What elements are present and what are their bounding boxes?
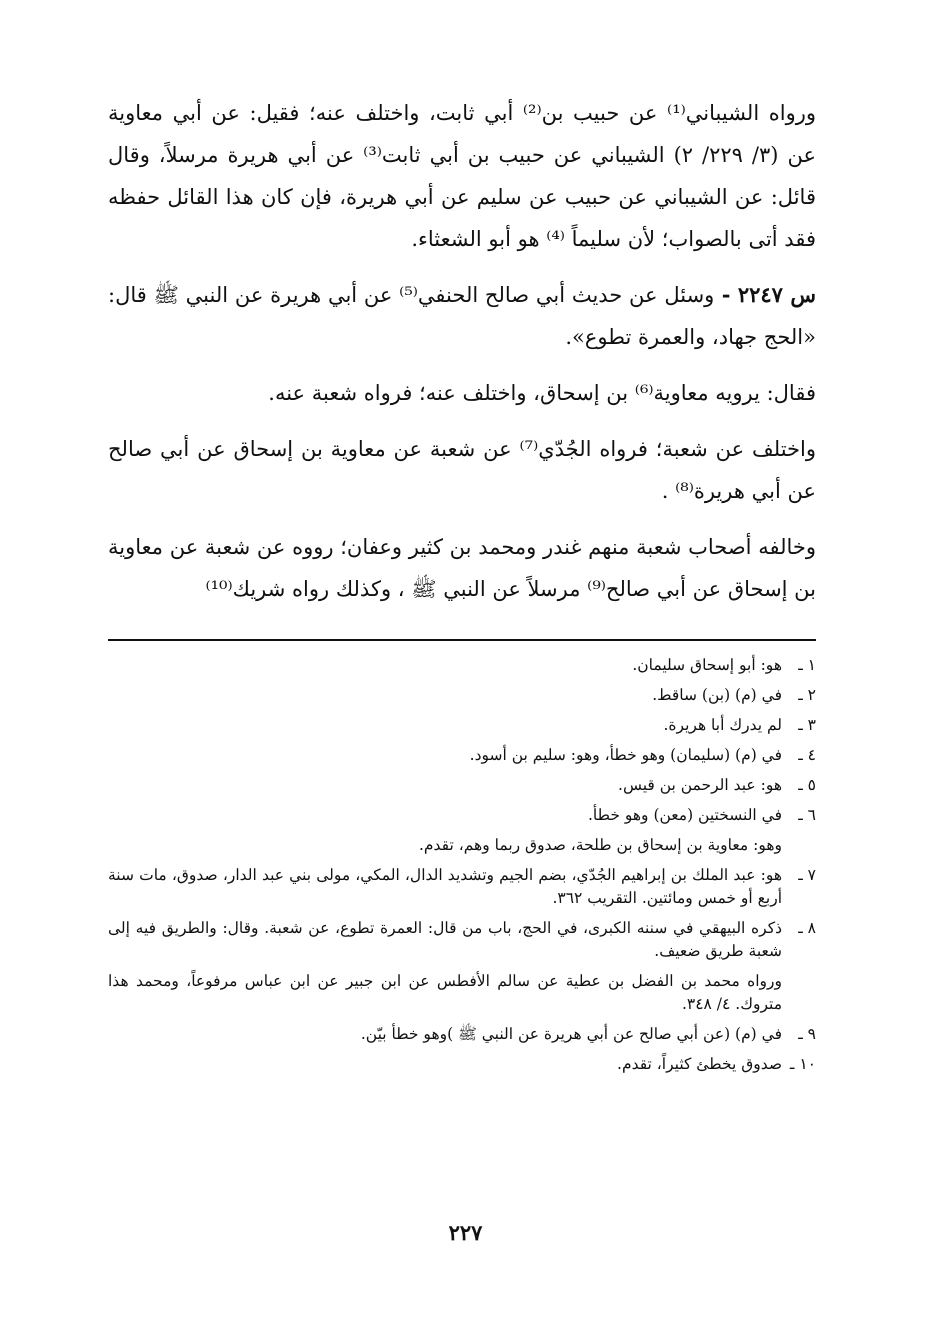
- question-text: وسئل عن حديث أبي صالح الحنفي⁽⁵⁾ عن أبي هريرة عن النبي ﷺ قال: «الحج جهاد، والعمرة تطوع».: [108, 283, 816, 349]
- footnote-8-continuation: ورواه محمد بن الفضل بن عطية عن سالم الأفطس عن ابن جبير عن ابن عباس مرفوعاً، ومحمد هذا متروك. ٤/ ٣٤٨.: [108, 972, 782, 1013]
- paragraph-answer: فقال: يرويه معاوية⁽⁶⁾ بن إسحاق، واختلف عنه؛ فرواه شعبة عنه.: [268, 381, 816, 405]
- page-number: ٢٢٧: [448, 1220, 483, 1245]
- footnote-number: ٥ ـ: [798, 776, 816, 794]
- footnote-text: هو: عبد الملك بن إبراهيم الجُدّي، بضم الجيم وتشديد الدال، المكي، مولى بني عبد الدار، صدوق، مات سنة أربع أو خمس ومائتين. التقريب ٣٦٢.: [108, 866, 782, 907]
- footnote-6: [108, 804, 816, 827]
- paragraph-4: واختلف عن شعبة؛ فرواه الجُدّي⁽⁷⁾ عن شعبة عن معاوية بن إسحاق عن أبي صالح عن أبي هريرة⁽⁸⁾ .: [108, 437, 816, 503]
- footnote-9: [108, 1023, 816, 1046]
- footnote-3: [108, 714, 816, 737]
- footnote-separator: [108, 639, 816, 641]
- footnote-text: في (م) (بن) ساقط.: [652, 686, 782, 704]
- footnote-number: ٤ ـ: [798, 746, 816, 764]
- footnote-4: [108, 744, 816, 767]
- footnote-number: ١٠ ـ: [789, 1055, 816, 1073]
- question-2247: [108, 274, 816, 358]
- footnote-text: لم يدرك أبا هريرة.: [663, 716, 782, 734]
- footnote-8: [108, 917, 816, 963]
- footnote-2: [108, 684, 816, 707]
- footnote-text: هو: أبو إسحاق سليمان.: [632, 656, 782, 674]
- footnote-number: ٩ ـ: [798, 1025, 816, 1043]
- footnotes: [108, 654, 816, 1083]
- paragraph-1: ورواه الشيباني⁽¹⁾ عن حبيب بن⁽²⁾ أبي ثابت، واختلف عنه؛ فقيل: عن أبي معاوية عن (٣/ ٢٢٩/ ٢) الشيباني عن حبيب بن أبي ثابت⁽³⁾ عن أبي هريرة مرسلاً، وقال قائل: عن الشيباني عن حبيب عن سليم عن أبي هريرة، فإن كان هذا القائل حفظه فقد أتى بالصواب؛ لأن سليماً ⁽⁴⁾ هو أبو الشعثاء.: [108, 101, 817, 251]
- footnote-text: هو: عبد الرحمن بن قيس.: [618, 776, 782, 794]
- question-number: س ٢٢٤٧ -: [714, 282, 816, 307]
- footnote-7: [108, 864, 816, 910]
- footnote-1: [108, 654, 816, 677]
- footnote-number: ٢ ـ: [798, 686, 816, 704]
- footnote-number: ١ ـ: [798, 656, 816, 674]
- footnote-text: في النسختين (معن) وهو خطأ.: [587, 806, 782, 824]
- footnote-number: ٦ ـ: [798, 806, 816, 824]
- footnote-6-continuation: وهو: معاوية بن إسحاق بن طلحة، صدوق ربما وهم، تقدم.: [419, 836, 782, 854]
- footnote-number: ٨ ـ: [798, 919, 816, 937]
- footnote-5: [108, 774, 816, 797]
- footnote-text: ذكره البيهقي في سننه الكبرى، في الحج، باب من قال: العمرة تطوع، عن شعبة. وقال: والطريق فيه إلى شعبة طريق ضعيف.: [108, 919, 782, 960]
- footnote-number: ٧ ـ: [798, 866, 816, 884]
- main-text: [108, 92, 816, 610]
- footnote-number: ٣ ـ: [798, 716, 816, 734]
- footnote-text: صدوق يخطئ كثيراً، تقدم.: [617, 1055, 782, 1073]
- paragraph-5: وخالفه أصحاب شعبة منهم غندر ومحمد بن كثير وعفان؛ رووه عن شعبة عن معاوية بن إسحاق عن أبي صالح⁽⁹⁾ مرسلاً عن النبي ﷺ ، وكذلك رواه شريك⁽¹⁰⁾: [108, 535, 816, 601]
- footnote-10: [108, 1053, 816, 1076]
- footnote-text: في (م) (عن أبي صالح عن أبي هريرة عن النبي ﷺ )وهو خطأ بيّن.: [360, 1025, 782, 1043]
- footnote-text: في (م) (سليمان) وهو خطأ، وهو: سليم بن أسود.: [469, 746, 782, 764]
